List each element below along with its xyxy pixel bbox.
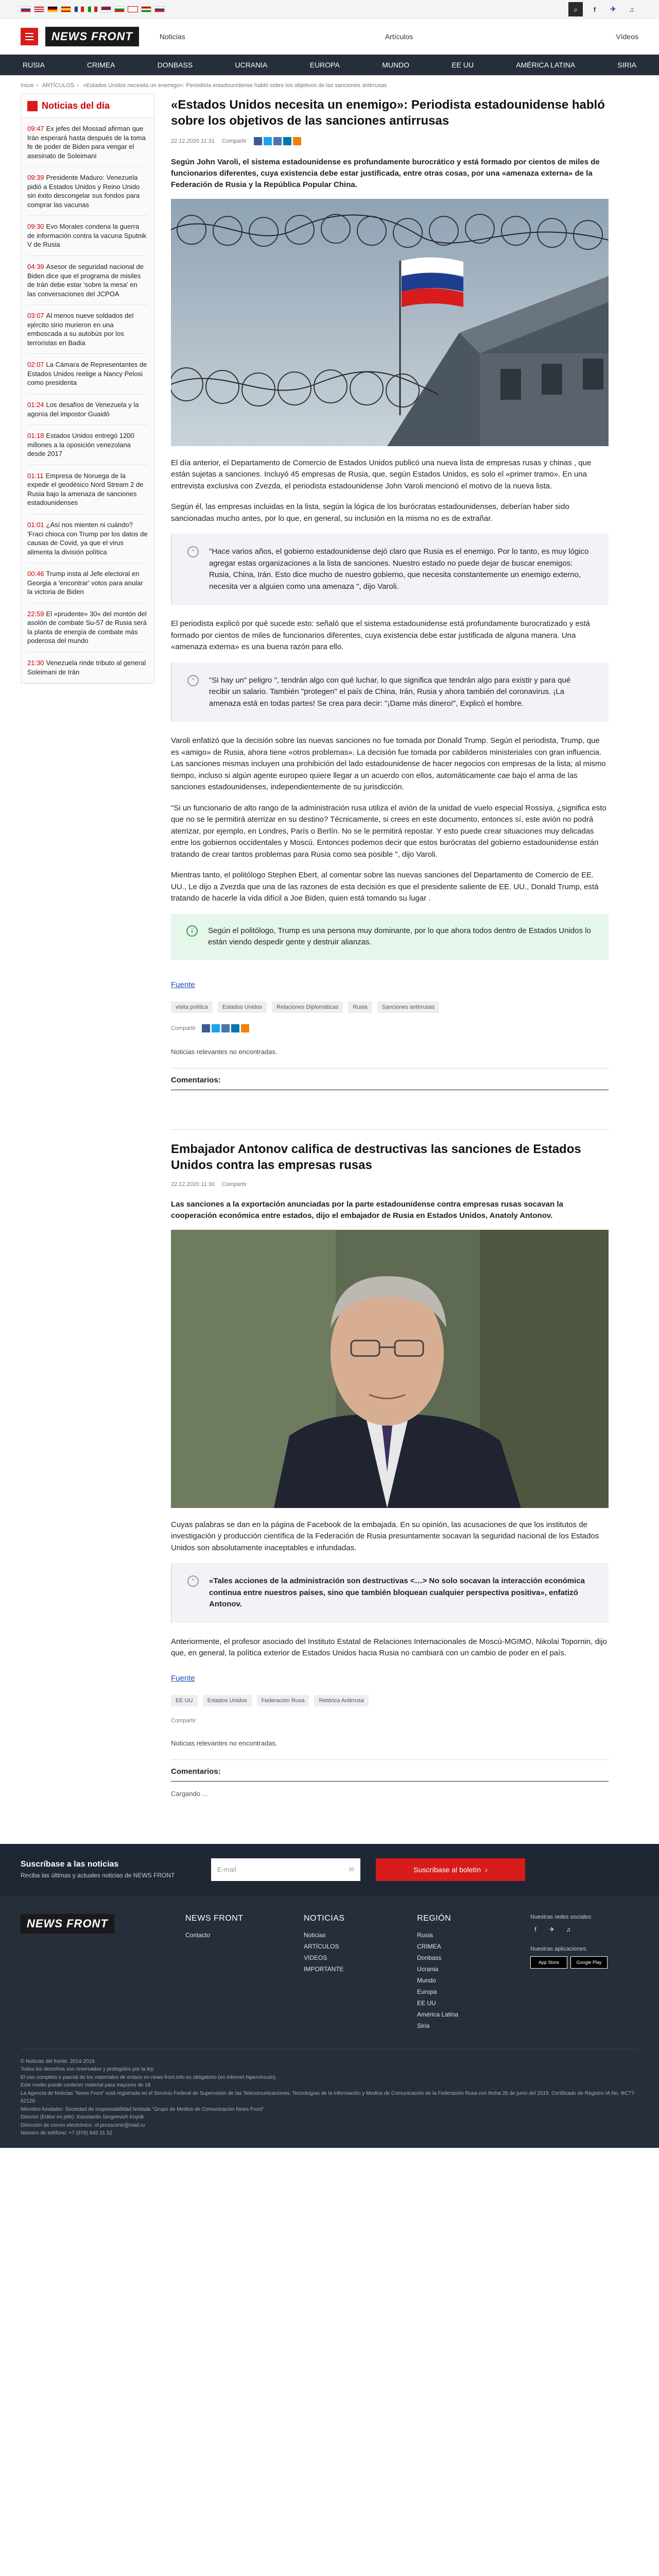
quote-icon: ” xyxy=(187,675,199,686)
article-2-share xyxy=(171,1718,609,1724)
article-1-paragraph: El día anterior, el Departamento de Comercio de Estados Unidos publicó una nueva lista de empresas rusas y chinas , que están sujetas a sanciones. Incluyó 45 empresas de Rusia, que, según Estados Unidos, es solo el «primer tramo». En una entrevista exclusiva con Zvezda, el periodista estadounidense John Varoli mencionó el motivo de la nueva lista. xyxy=(171,458,592,490)
quote-icon: ” xyxy=(187,1575,199,1587)
flag-it[interactable] xyxy=(88,6,98,12)
breadcrumb-current: «Estados Unidos necesita un enemigo»: Periodista estadounidense habló sobre los objetivos de las sanciones antirrusas xyxy=(83,82,387,89)
footer-col-title: NOTICIAS xyxy=(304,1913,345,1923)
tiktok-icon[interactable]: ♫ xyxy=(629,5,634,13)
footer-link[interactable]: ARTÍCULOS xyxy=(304,1942,339,1950)
news-headline: Evo Morales condena la guerra de información contra la vacuna Sputnik V de Rusia xyxy=(27,223,147,249)
loading-indicator: Cargando ... xyxy=(171,1789,208,1798)
email-placeholder: E-mail xyxy=(217,1866,236,1873)
share-label: Compartir xyxy=(221,1181,247,1188)
top-links xyxy=(160,32,638,41)
article-1 xyxy=(171,97,609,1090)
quote-text: "Si hay un" peligro ", tendrán algo con qué luchar, lo que significa que tendrán algo para existir y para qué recibir un salario. También "protegen" el país de China, Irán, Rusia y ahora también del coronavirus. ¡La amenaza está en todas partes! Se crea para decir: "¡Dame más dinero!", Explicó el hombre. xyxy=(209,675,571,708)
linkedin-icon[interactable] xyxy=(231,1024,239,1032)
breadcrumb: Inicio › ARTÍCULOS › «Estados Unidos necesita un enemigo»: Periodista estadounidense habló sobre los objetivos de las sanciones antirrusas xyxy=(21,82,387,89)
facebook-icon[interactable] xyxy=(254,137,262,145)
subscribe-button[interactable] xyxy=(376,1858,525,1881)
nav-item-donbass[interactable]: DONBASS xyxy=(157,61,193,69)
footer-link[interactable]: Ucrania xyxy=(417,1965,439,1973)
footer-link[interactable]: CRIMEA xyxy=(417,1942,441,1950)
telegram-icon[interactable]: ✈ xyxy=(610,5,616,13)
news-time: 01:01 xyxy=(27,520,44,529)
news-time: 01:24 xyxy=(27,401,44,409)
comments-heading: Comentarios: xyxy=(171,1076,609,1090)
daily-news-title: Noticias del día xyxy=(42,100,110,111)
news-headline: Empresa de Noruega de la expedir el geodésico Nord Stream 2 de Rusia bajo la amenaza de sanciones estadounidenses xyxy=(27,471,144,507)
daily-news-list xyxy=(21,118,154,683)
subscribe-email-field[interactable] xyxy=(211,1858,360,1881)
footer-col-social xyxy=(530,1914,638,2033)
article-2-quote xyxy=(171,1563,609,1623)
language-flags xyxy=(21,6,165,12)
news-time: 01:11 xyxy=(27,471,44,480)
flag-bg[interactable] xyxy=(114,6,125,12)
embassy-flag-photo xyxy=(171,199,609,446)
news-headline: Asesor de seguridad nacional de Biden dice que el programa de misiles de Irán debe estar 'sobre la mesa' en las conversaciones del JCPOA xyxy=(27,263,144,298)
news-icon xyxy=(27,101,38,111)
menu-icon[interactable] xyxy=(21,28,38,45)
main-nav xyxy=(0,55,659,75)
subscribe-button-label: Suscríbase al boletín xyxy=(413,1865,481,1874)
article-1-date: 22.12.2020 11:31 xyxy=(171,138,215,145)
facebook-icon[interactable]: f xyxy=(593,5,596,13)
article-1-tags xyxy=(171,1002,609,1013)
ambassador-portrait-photo xyxy=(171,1230,609,1508)
ok-icon[interactable] xyxy=(241,1024,249,1032)
news-time: 09:39 xyxy=(27,174,44,182)
sidebar-news-item[interactable] xyxy=(27,118,148,167)
quote-text: "Hace varios años, el gobierno estadounidense dejó claro que Rusia es el enemigo. Por lo tanto, es muy lógico agregar estas organizaciones a la lista de sanciones. Nuestro estado no puede dejar de buscar enemigos: Rusia, China, Irán. Esto dice mucho de nuestro gobierno, que necesita constantemente un enemigo externo, necesita ver a alguien como una amenaza ", dijo Varoli. xyxy=(209,547,589,591)
top-link-videos[interactable]: Vídeos xyxy=(616,32,638,41)
legal-line: © Noticias del frente. 2014-2019. xyxy=(21,2058,96,2064)
sidebar xyxy=(21,94,154,1844)
article-1-paragraph: Varoli enfatizó que la decisión sobre las nuevas sanciones no fue tomada por Donald Trump. Según el periodista, Trump, que es «amigo» de Rusia, ahora tiene «otros problemas». La decisión fue tomada por cabilderos ministeriales con gran influencia. Las sanciones mismas incluyen una prohibición del lado estadounidense de hacer negocios con empresas de la lista; al mismo tiempo, incluso si algún agente europeo quiere llegar a un acuerdo con ellos, automáticamente cae bajo el arma de las sanciones estadounidenses, independientemente de su jurisdicción. xyxy=(171,736,606,792)
comments-heading: Comentarios: xyxy=(171,1767,609,1782)
article-1-paragraph: El periodista explicó por qué sucede esto: señaló que el sistema estadounidense está profundamente burocratizado y está formado por cientos de miles de funcionarios diferentes, cuya existencia debe estar justificada de alguna manera. Una «amenaza externa» es una buena razón para ello. xyxy=(171,619,590,652)
tag[interactable]: Estados Unidos xyxy=(203,1695,252,1706)
ok-icon[interactable] xyxy=(293,137,301,145)
news-headline: ¿Así nos mienten ni cuándo? 'Fraci chioca con Trump por los datos de causas de Covid, ya que el virus alimenta la división política xyxy=(27,520,148,556)
flag-ge[interactable] xyxy=(128,6,138,12)
article-divider xyxy=(171,1129,609,1130)
share-label: Compartir xyxy=(171,1717,196,1724)
flag-us[interactable] xyxy=(34,6,44,12)
footer-link[interactable]: IMPORTANTE xyxy=(304,1965,344,1973)
telegram-icon[interactable]: ✈ xyxy=(549,1925,555,1933)
article-2-paragraph: Cuyas palabras se dan en la página de Facebook de la embajada. En su opinión, las acusaciones de que los institutos de investigación y producción científica de la Federación de Rusia presuntamente socavan la seguridad nacional de los Estados Unidos son absolutamente inaceptables e infundadas. xyxy=(171,1520,599,1552)
article-2-photo xyxy=(171,1230,609,1508)
footer-link[interactable]: EE UU xyxy=(417,1999,436,2007)
share-buttons xyxy=(254,137,301,145)
twitter-icon[interactable] xyxy=(212,1024,220,1032)
sidebar-news-item[interactable] xyxy=(27,167,148,216)
news-time: 02:07 xyxy=(27,361,44,369)
article-1-photo xyxy=(171,199,609,446)
top-link-news[interactable]: Noticias xyxy=(159,32,185,41)
subscribe-title: Suscríbase a las noticias xyxy=(21,1860,119,1869)
nav-item-rusia[interactable]: RUSIA xyxy=(23,61,45,69)
google-play-badge[interactable]: Google Play xyxy=(570,1956,608,1969)
news-time: 21:30 xyxy=(27,658,44,667)
news-time: 01:18 xyxy=(27,432,44,440)
highlight-text: Según el politólogo, Trump es una persona muy dominante, por lo que ahora todos dentro de Estados Unidos lo están viendo despedir gente y destruir alianzas. xyxy=(208,926,591,947)
quote-icon: ” xyxy=(187,546,199,557)
news-headline: Estados Unidos entregó 1200 millones a la oposición venezolana desde 2017 xyxy=(27,432,134,458)
footer xyxy=(0,1895,659,2148)
twitter-icon[interactable] xyxy=(264,137,272,145)
subscribe-text: Reciba las últimas y actuales noticias de NEWS FRONT xyxy=(21,1872,175,1879)
tag[interactable]: EE UU xyxy=(171,1695,198,1706)
footer-link[interactable]: Mundo xyxy=(417,1976,436,1984)
legal-line: Dirección de correo electrónico: nf.presscentr@mail.ru xyxy=(21,2122,145,2128)
legal-line: Todos los derechos son reservados y protegidos por la ley. xyxy=(21,2066,154,2072)
sidebar-news-item[interactable] xyxy=(27,563,148,603)
news-headline: Los desafíos de Venezuela y la agonía del impostor Guaidó xyxy=(27,401,139,418)
article-1-paragraph: Mientras tanto, el politólogo Stephen Ebert, al comentar sobre las nuevas sanciones del Departamento de Comercio de EE. UU., Le dijo a Zvezda que una de las razones de esta decisión es que el presidente saliente de EE. UU., Donald Trump, está tratando de hacerle la vida difícil a Joe Biden, quien está tomando su lugar . xyxy=(171,871,599,903)
sidebar-news-item[interactable] xyxy=(27,354,148,394)
flag-hu[interactable] xyxy=(141,6,151,12)
nav-item-europa[interactable]: EUROPA xyxy=(309,61,340,69)
facebook-icon[interactable]: f xyxy=(534,1925,536,1933)
vk-icon[interactable] xyxy=(221,1024,230,1032)
nav-item-eeuu[interactable]: EE UU xyxy=(452,61,474,69)
flag-sr[interactable] xyxy=(101,6,111,12)
nav-item-mundo[interactable]: MUNDO xyxy=(382,61,409,69)
footer-apps-title: Nuestras aplicaciones: xyxy=(530,1945,587,1952)
news-time: 09:47 xyxy=(27,125,44,132)
news-time: 00:46 xyxy=(27,570,44,578)
arrow-right-icon: › xyxy=(485,1865,488,1874)
nav-item-ucrania[interactable]: UCRANIA xyxy=(235,61,268,69)
news-time: 03:07 xyxy=(27,312,44,320)
flag-sk[interactable] xyxy=(154,6,165,12)
flag-ru[interactable] xyxy=(21,6,31,12)
article-2-lead: Las sanciones a la exportación anunciadas por la parte estadounidense contra empresas rusas socavan la cooperación económica entre estados, dijo el embajador de Rusia en Estados Unidos, Anatoly Antonov. xyxy=(171,1200,563,1220)
sidebar-news-item[interactable] xyxy=(27,603,148,652)
footer-col-news xyxy=(304,1914,417,2033)
related-news: Noticias relevantes no encontradas. xyxy=(171,1739,609,1760)
sidebar-news-item[interactable] xyxy=(27,256,148,305)
sidebar-news-item[interactable] xyxy=(27,465,148,514)
article-1-meta xyxy=(171,137,609,145)
legal-line: Número de teléfono: +7 (978) 845 31 52 xyxy=(21,2130,113,2136)
news-headline: Venezuela rinde tributo al general Soleimani de Irán xyxy=(27,658,146,676)
share-label: Compartir xyxy=(171,1025,196,1031)
news-headline: Al menos nueve soldados del ejército sirio murieron en una emboscada a su autobús por los terroristas en Badia xyxy=(27,312,134,347)
news-time: 04:39 xyxy=(27,263,44,271)
vk-icon[interactable] xyxy=(273,137,282,145)
article-1-highlight xyxy=(171,914,609,960)
tag[interactable]: Sanciones antirrusas xyxy=(377,1002,440,1013)
top-strip xyxy=(0,0,659,19)
sidebar-news-item[interactable] xyxy=(27,514,148,563)
news-headline: La Cámara de Representantes de Estados Unidos reelige a Nancy Pelosi como presidenta xyxy=(27,361,147,387)
footer-link[interactable]: VIDEOS xyxy=(304,1954,327,1961)
footer-social-icons xyxy=(530,1924,638,1935)
app-store-badge[interactable]: App Store xyxy=(530,1956,567,1969)
footer-legal xyxy=(21,2049,638,2138)
legal-line: Miembro fundador: Sociedad de responsabilidad limitada "Grupo de Medios de Comunicación News Front" xyxy=(21,2106,264,2112)
news-headline: Presidente Maduro: Venezuela pidió a Estados Unidos y Reino Unido sin éxito descongelar sus fondos para comprar las vacunas xyxy=(27,174,140,209)
footer-col-title: NEWS FRONT xyxy=(185,1913,244,1923)
footer-link[interactable]: Donbass xyxy=(417,1954,442,1961)
tag[interactable]: Rusia xyxy=(348,1002,372,1013)
daily-news-header xyxy=(21,94,154,118)
tag[interactable]: Retórica Antirrusa xyxy=(314,1695,368,1706)
tag[interactable]: visita política xyxy=(171,1002,213,1013)
top-link-articles[interactable]: Artículos xyxy=(385,32,413,41)
news-headline: El «prudente» 30« del montón del asolón de combate Su-57 de Rusia será la planta de energía de combate más poderosa del mundo xyxy=(27,609,147,645)
news-time: 22:59 xyxy=(27,609,44,618)
share-label: Compartir xyxy=(221,138,247,145)
footer-col-title: REGIÓN xyxy=(417,1913,452,1923)
info-icon: i xyxy=(186,925,198,937)
flag-de[interactable] xyxy=(47,6,58,12)
legal-line: El uso completo o parcial de los materiales de enlace en news-front.info es obligatorio (en internet-hipervínculo). xyxy=(21,2074,277,2080)
article-1-share xyxy=(171,1024,609,1032)
tag[interactable]: Relaciones Diplomáticas xyxy=(272,1002,343,1013)
share-buttons xyxy=(202,1024,249,1032)
legal-line: Este medio puede contener material para mayores de 18 xyxy=(21,2082,151,2088)
breadcrumb-section[interactable]: ARTÍCULOS xyxy=(42,82,75,89)
search-icon[interactable]: ⌕ xyxy=(568,2,583,16)
article-1-lead: Según John Varoli, el sistema estadounidense es profundamente burocrático y está formado por cientos de miles de funcionarios diferentes, cuya existencia debe estar justificada, entre otras cosas, por una «amenaza externa» de la Federación de Rusia y la República Popular China. xyxy=(171,158,600,189)
article-2-tags xyxy=(171,1695,609,1706)
article-1-title: «Estados Unidos necesita un enemigo»: Periodista estadounidense habló sobre los objetivos de las sanciones antirrusas xyxy=(171,98,605,128)
nav-item-siria[interactable]: SIRIA xyxy=(617,61,636,69)
footer-link[interactable]: Rusia xyxy=(417,1931,433,1939)
nav-item-crimea[interactable]: CRIMEA xyxy=(87,61,115,69)
flag-es[interactable] xyxy=(61,6,71,12)
article-2 xyxy=(171,1141,609,1798)
sidebar-news-item[interactable] xyxy=(27,394,148,425)
sidebar-news-item[interactable] xyxy=(27,652,148,683)
brand-row xyxy=(0,19,659,55)
tiktok-icon[interactable]: ♫ xyxy=(566,1925,571,1933)
article-1-paragraph: Según él, las empresas incluidas en la lista, según la lógica de los burócratas estadounidenses, deberían haber sido sancionadas mucho antes, por lo que, en general, su inclusión en la misma no es de extrañar. xyxy=(171,502,569,523)
legal-line: La Agencia de Noticias "News Front" está registrada en el Servicio Federal de Supervisión de las Telecomunicaciones, Tecnologías de la Información y Medios de Comunicación de la Federación Rusa con fecha 26 de junio del 2015. Certificado de Registro IA No. ФС77-62129 xyxy=(21,2090,636,2104)
footer-link[interactable]: Siria xyxy=(417,2022,430,2029)
footer-link[interactable]: Noticias xyxy=(304,1931,326,1939)
breadcrumb-home[interactable]: Inicio xyxy=(21,82,34,89)
tag[interactable]: Estados Unidos xyxy=(218,1002,267,1013)
article-1-paragraph: "Si un funcionario de alto rango de la administración rusa utiliza el avión de la unidad de vuelo especial Rossiya, ¿significa esto que no se le permitirá aterrizar en su destino? Técnicamente, si crees en este documento, entonces sí, este avión no podrá aterrizar, por ejemplo, en Londres, París o Berlín. No se le permitirá repostar. Y esto puede crear situaciones muy delicadas entre los gobiernos occidentales y Moscú. Entonces podemos decir que estos burócratas del gobierno estadounidense están tratando de crear tantos problemas para Rusia como sea posible ", dijo Varoli. xyxy=(171,803,606,859)
footer-col-region xyxy=(417,1914,530,2033)
tag[interactable]: Federación Rusa xyxy=(257,1695,309,1706)
main-content xyxy=(171,94,609,1844)
news-headline: Trump insta al Jefe electoral en Georgia a 'encontrar' votos para anular la victoria de Biden xyxy=(27,570,143,596)
sidebar-news-item[interactable] xyxy=(27,425,148,465)
source-link[interactable]: Fuente xyxy=(171,1673,195,1683)
news-headline: Ex jefes del Mossad afirman que Irán esperará hasta después de la toma fe de poder de Biden para vengar el asesinato de Soleimani xyxy=(27,125,146,160)
article-1-quote xyxy=(171,534,609,605)
sidebar-news-item[interactable] xyxy=(27,305,148,354)
flag-fr[interactable] xyxy=(74,6,84,12)
article-2-paragraph: Anteriormente, el profesor asociado del Instituto Estatal de Relaciones Internacionales de Moscú-MGIMO, Nikolai Topornin, dijo que, en general, la política exterior de Estados Unidos hacia Rusia no cambiará con un cambio de poder en el país. xyxy=(171,1637,607,1657)
footer-link[interactable]: Contacto xyxy=(185,1931,211,1939)
mail-icon: ✉ xyxy=(349,1865,354,1873)
footer-col-newsfront xyxy=(185,1914,304,2033)
quote-text: «Tales acciones de la administración son destructivas <…> No solo socavan la interacción económica continua entre nuestros países, sino que también bloquean cualquier perspectiva positiva», enfatizó Antonov. xyxy=(209,1577,585,1608)
article-2-date: 22.12.2020 11:30 xyxy=(171,1181,215,1188)
footer-link[interactable]: Europa xyxy=(417,1988,437,1995)
article-1-quote xyxy=(171,663,609,722)
footer-logo[interactable]: NEWS FRONT xyxy=(21,1914,114,1934)
news-time: 09:30 xyxy=(27,223,44,231)
related-news: Noticias relevantes no encontradas. xyxy=(171,1048,609,1069)
facebook-icon[interactable] xyxy=(202,1024,210,1032)
source-link[interactable]: Fuente xyxy=(171,980,195,989)
daily-news-box xyxy=(21,94,154,684)
legal-line: Director (Editor en jefe): Konstantin Sergeevich Knyrik xyxy=(21,2114,144,2120)
site-logo[interactable]: NEWS FRONT xyxy=(45,27,139,46)
footer-social-title: Nuestras redes sociales: xyxy=(530,1913,593,1920)
footer-link[interactable]: América Latina xyxy=(417,2010,459,2018)
subscribe-section xyxy=(0,1844,659,1895)
linkedin-icon[interactable] xyxy=(283,137,291,145)
nav-item-america-latina[interactable]: AMÉRICA LATINA xyxy=(516,61,576,69)
sidebar-news-item[interactable] xyxy=(27,216,148,256)
article-2-meta xyxy=(171,1181,609,1188)
article-2-title: Embajador Antonov califica de destructivas las sanciones de Estados Unidos contra las empresas rusas xyxy=(171,1142,581,1172)
